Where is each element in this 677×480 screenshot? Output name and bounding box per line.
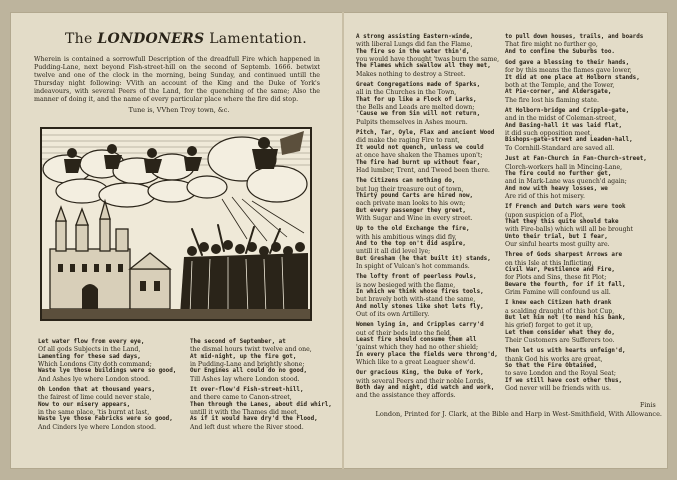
verse-line: The Citizens can nothing do, (356, 178, 456, 185)
verse-line: Are rid of this hot misery. (505, 192, 585, 200)
verse-line: with Fire-balls) which will all be brought (505, 226, 634, 234)
verse-line: Which like to a great Leaguer shew'd. (356, 359, 476, 367)
verse-line: Oh London that at thousand years, (38, 387, 156, 394)
verse-line: Out of its own Artillery. (356, 311, 430, 319)
verse-line: Then through the Lanes, about did whirl, (190, 401, 332, 408)
verse-line: Let them consider what they do, (505, 329, 615, 336)
verse-line: So that the Fire Obtained, (505, 363, 598, 370)
verse-line: to pull down houses, trails, and boards (505, 34, 644, 40)
verse-line: At Holborn-bridge and Cripple-gate, (505, 108, 630, 115)
verse-line: a scalding draught of this hot Cup, (505, 307, 615, 315)
stanza (505, 108, 647, 152)
stanza (38, 387, 176, 431)
title-prefix: The (65, 31, 93, 47)
verse-line: Their Customers are Sufferers too. (505, 337, 615, 345)
verse-line: the dismal hours twixt twelve and one, (190, 346, 312, 354)
stanza (190, 339, 332, 383)
verse-line: his grief) forget to get it up, (505, 322, 593, 330)
verse-line: It did at one place at Holborn stands, (505, 74, 640, 81)
verse-line: And left dust where the River stood. (190, 423, 304, 431)
verse-line: The lofty front of peerless Powls, (356, 274, 477, 281)
verse-line: Pulpits themselves in Ashes mourn. (356, 118, 468, 126)
verse-line: Clorch-workers hall in Mincing-Lane, (505, 163, 623, 171)
verse-line: And to the top on't did aspire, (356, 240, 466, 247)
verse-line: God never will be friends with us. (505, 385, 611, 393)
verse-line: with several Peers and their noble Lords, (356, 377, 486, 385)
verse-line: The fire lost his flaming state. (505, 96, 599, 104)
verse-line: Of all gods Subjects in the Land, (38, 346, 141, 354)
stanza (38, 339, 176, 383)
verse-line: With Sugar and Wine in every street. (356, 214, 473, 222)
verse-line: and there came to Canon-street, (190, 394, 292, 402)
column-left-2 (190, 339, 332, 435)
verse-line: Waste lye those Fabricks were so good, (38, 416, 173, 423)
verse-line: That for up like a Flock of Larks, (356, 96, 477, 103)
stanza (505, 156, 647, 200)
verse-line: In every place the fields were throng'd, (356, 351, 498, 358)
stanza (505, 34, 647, 56)
verse-line: Which Londons City doth command; (38, 361, 152, 369)
verse-line: Had lumber, Trent, and Tweed been there. (356, 166, 490, 174)
verse-line: Civil War, Pestilence and Fire, (505, 266, 615, 273)
verse-line: on this Isle at this Inflicting, (505, 259, 594, 267)
verse-line: Then let us with hearts unfeign'd, (505, 348, 626, 355)
verse-line: I knew each Citizen hath drank (505, 300, 612, 307)
verse-line: untill it with the Thames did meet, (190, 409, 299, 417)
verse-line: Waste lye those buildings were so good, (38, 368, 177, 375)
verse-line: thank God his works are great, (505, 355, 603, 363)
verse-line: the Bells and Leads are melted down; (356, 104, 475, 112)
stanza (190, 387, 332, 431)
verse-line: That they this quite should take (505, 218, 619, 225)
verse-line: each private man looks to his own; (356, 200, 466, 208)
verse-line: The Flames which swallow all they met, (356, 63, 491, 70)
verse-line: The fire so in the water thin'd, (356, 48, 470, 55)
verse-line: Great Congregations made of Sparks, (356, 82, 481, 89)
verse-line: Till Ashes lay where London stood. (190, 375, 300, 383)
verse-line: Women lying in, and Cripples carry'd (356, 322, 484, 329)
verse-line: Now to our misery appears, (38, 401, 131, 408)
verse-line: Unto their trial, but I fear, (505, 233, 608, 240)
verse-line: Least fire should consume them all (356, 337, 477, 344)
verse-line: out of their beds into the field, (356, 329, 452, 337)
verse-line: At mid-night, up the fire got, (190, 353, 297, 360)
verse-line: with his ambitious wings did fly, (356, 233, 457, 241)
verse-line: and in the midst of Coleman-street, (505, 115, 617, 123)
stanza (356, 226, 499, 270)
verse-line: in Pudding-Lane and brightly shone; (190, 361, 305, 369)
verse-line: Beware the fourth, for if it fall, (505, 281, 626, 288)
finis-mark: Finis (640, 402, 656, 409)
verse-line: And molly stones like shot lets fly, (356, 303, 484, 310)
verse-line: Grim Famine will confound us all. (505, 289, 611, 296)
verse-line: Just at Fan-Church in Fan-Church-street, (505, 156, 647, 163)
verse-line: In spight of Vulcan's hot commands. (356, 262, 470, 270)
verse-line: and the assistance they affords. (356, 392, 456, 400)
verse-line: (upon suspicion of a Plot, (505, 211, 585, 219)
verse-line: Up to the old Exchange the fire, (356, 226, 470, 233)
stanza (505, 348, 647, 392)
verse-line: Both day and night, did watch and work, (356, 385, 495, 392)
stanza (356, 370, 499, 399)
column-right-2 (505, 34, 647, 396)
verse-line: both at the Temple, and the Tower, (505, 82, 615, 90)
title-main: LONDONERS (97, 31, 205, 47)
verse-line: and in Mark-Lane was quench'd again; (505, 178, 627, 186)
verse-line: the fairest of lime could never stale, (38, 394, 152, 402)
verse-line: The fire had burnt up without fear, (356, 159, 481, 166)
verse-line: 'gainst which they had no other shield; (356, 344, 479, 352)
verse-line: But let him not (to mend his bank, (505, 315, 626, 322)
verse-line: 'Cause we from Sin will not return, (356, 111, 481, 118)
stanza (505, 204, 647, 248)
stanza (356, 34, 499, 78)
verse-line: Thirty pound Carts are hired now, (356, 192, 474, 199)
title-suffix: Lamentation. (209, 31, 307, 47)
verse-line: Three of Gods sharpest Arrows are (505, 252, 623, 259)
verse-line: with liberal Lungs did fan the Flame, (356, 41, 473, 49)
verse-line: but bravely both with-stand the same, (356, 296, 476, 304)
verse-line: Our gracious King, the Duke of York, (356, 370, 484, 377)
verse-line: did make the raging Fire to rant, (356, 137, 460, 145)
verse-line: But Gresham (he that built it) stands, (356, 255, 491, 262)
imprint-text: London, Printed for J. Clark, at the Bible and Harp in West-Smithfield, With Allowance. (375, 410, 662, 418)
column-left-1 (38, 339, 176, 435)
verse-line: Our Engines all could do no good, (190, 368, 308, 375)
verse-line: It would not quench, unless we could (356, 144, 484, 151)
verse-line: The fire could no further get, (505, 170, 612, 177)
verse-line: but lug their treasure out of town, (356, 185, 464, 193)
stanza (356, 274, 499, 318)
verse-line: you would have thought 'twas burn the same, (356, 56, 500, 64)
center-fold (342, 12, 344, 469)
verse-line: As if it would have dry'd the Flood, (190, 416, 318, 423)
woodcut-illustration (40, 127, 312, 321)
verse-line: Our sinful hearts most guilty are. (505, 240, 610, 248)
verse-line: Makes nothing to destroy a Street. (356, 70, 466, 78)
column-right-1 (356, 34, 499, 404)
intro-paragraph: Wherein is contained a sorrowfull Description of the dreadfull Fire which happened in Pudding-Lane, next beyond Fish-street-hill on the second of Septemb. 1666. betwixt twelve and one of the clock in the morning, being Sunday, and continued untill the Thursday night following: VVith an account of the King and the Duke of York's indeavours, with several Peers of the Land, for the quenching of the same; Also the manner of doing it, and the name of every particular place where the fire did stop. (34, 56, 320, 104)
verse-line: it did such opposition meet, (505, 130, 593, 138)
verse-line: A strong assisting Eastern-winde, (356, 34, 474, 40)
verse-line: In which we think whose fires tools, (356, 289, 484, 295)
verse-line: That fire might no further go, (505, 41, 598, 49)
verse-line: And Ashes lye where London stood. (38, 375, 150, 383)
verse-line: To Cornhill-Standard are saved all. (505, 144, 615, 152)
stanza (505, 300, 647, 344)
verse-line: Pitch, Tar, Oyle, Flax and ancient Wood (356, 130, 495, 137)
stanza (356, 322, 499, 366)
verse-line: And to confine the Suburbs too. (505, 48, 615, 55)
verse-line: It over-flow'd Fish-street-hill, (190, 387, 304, 394)
verse-line: at once have shaken the Thames upon't; (356, 152, 483, 160)
verse-line: Let water flow from every eye, (38, 339, 145, 345)
verse-line: And now with heavy losses, we (505, 185, 608, 192)
verse-line: all in the Churches in the Town, (356, 89, 457, 97)
verse-line: If we still have cost other thus, (505, 377, 623, 384)
stanza (505, 60, 647, 104)
verse-line: Lamenting for these sad days, (38, 353, 141, 360)
verse-line: And Cinders lye where London stood. (38, 423, 156, 431)
verse-line: God gave a blessing to their hands, (505, 60, 630, 67)
verse-line: And Basing-hall it was laid flat, (505, 122, 623, 129)
verse-line: in the same place, 'tis burnt at last, (38, 409, 150, 417)
verse-line: If French and Dutch wars were took (505, 204, 626, 211)
verse-line: for Plots and Sins, these fit Plot; (505, 274, 607, 282)
stanza (356, 178, 499, 222)
stanza (505, 252, 647, 296)
imprint-line (362, 410, 662, 418)
page-title (36, 31, 336, 47)
verse-line: to save London and the Royal Seat; (505, 370, 617, 378)
verse-line: is now besieged with the flame, (356, 281, 456, 289)
verse-line: for by this means the flames gave lower, (505, 67, 632, 75)
stanza (356, 82, 499, 126)
verse-line: But every passenger they greet, (356, 207, 466, 214)
verse-line: At Pie-corner, and Aldersgate, (505, 89, 612, 96)
stanza (356, 130, 499, 174)
verse-line: untill it all did level lye; (356, 248, 431, 256)
verse-line: The second of September, at (190, 339, 286, 345)
verse-line: Bishops-gate-street and Leaden-hall, (505, 137, 633, 144)
tune-line: Tune is, VVhen Troy town, &c. (128, 106, 230, 114)
